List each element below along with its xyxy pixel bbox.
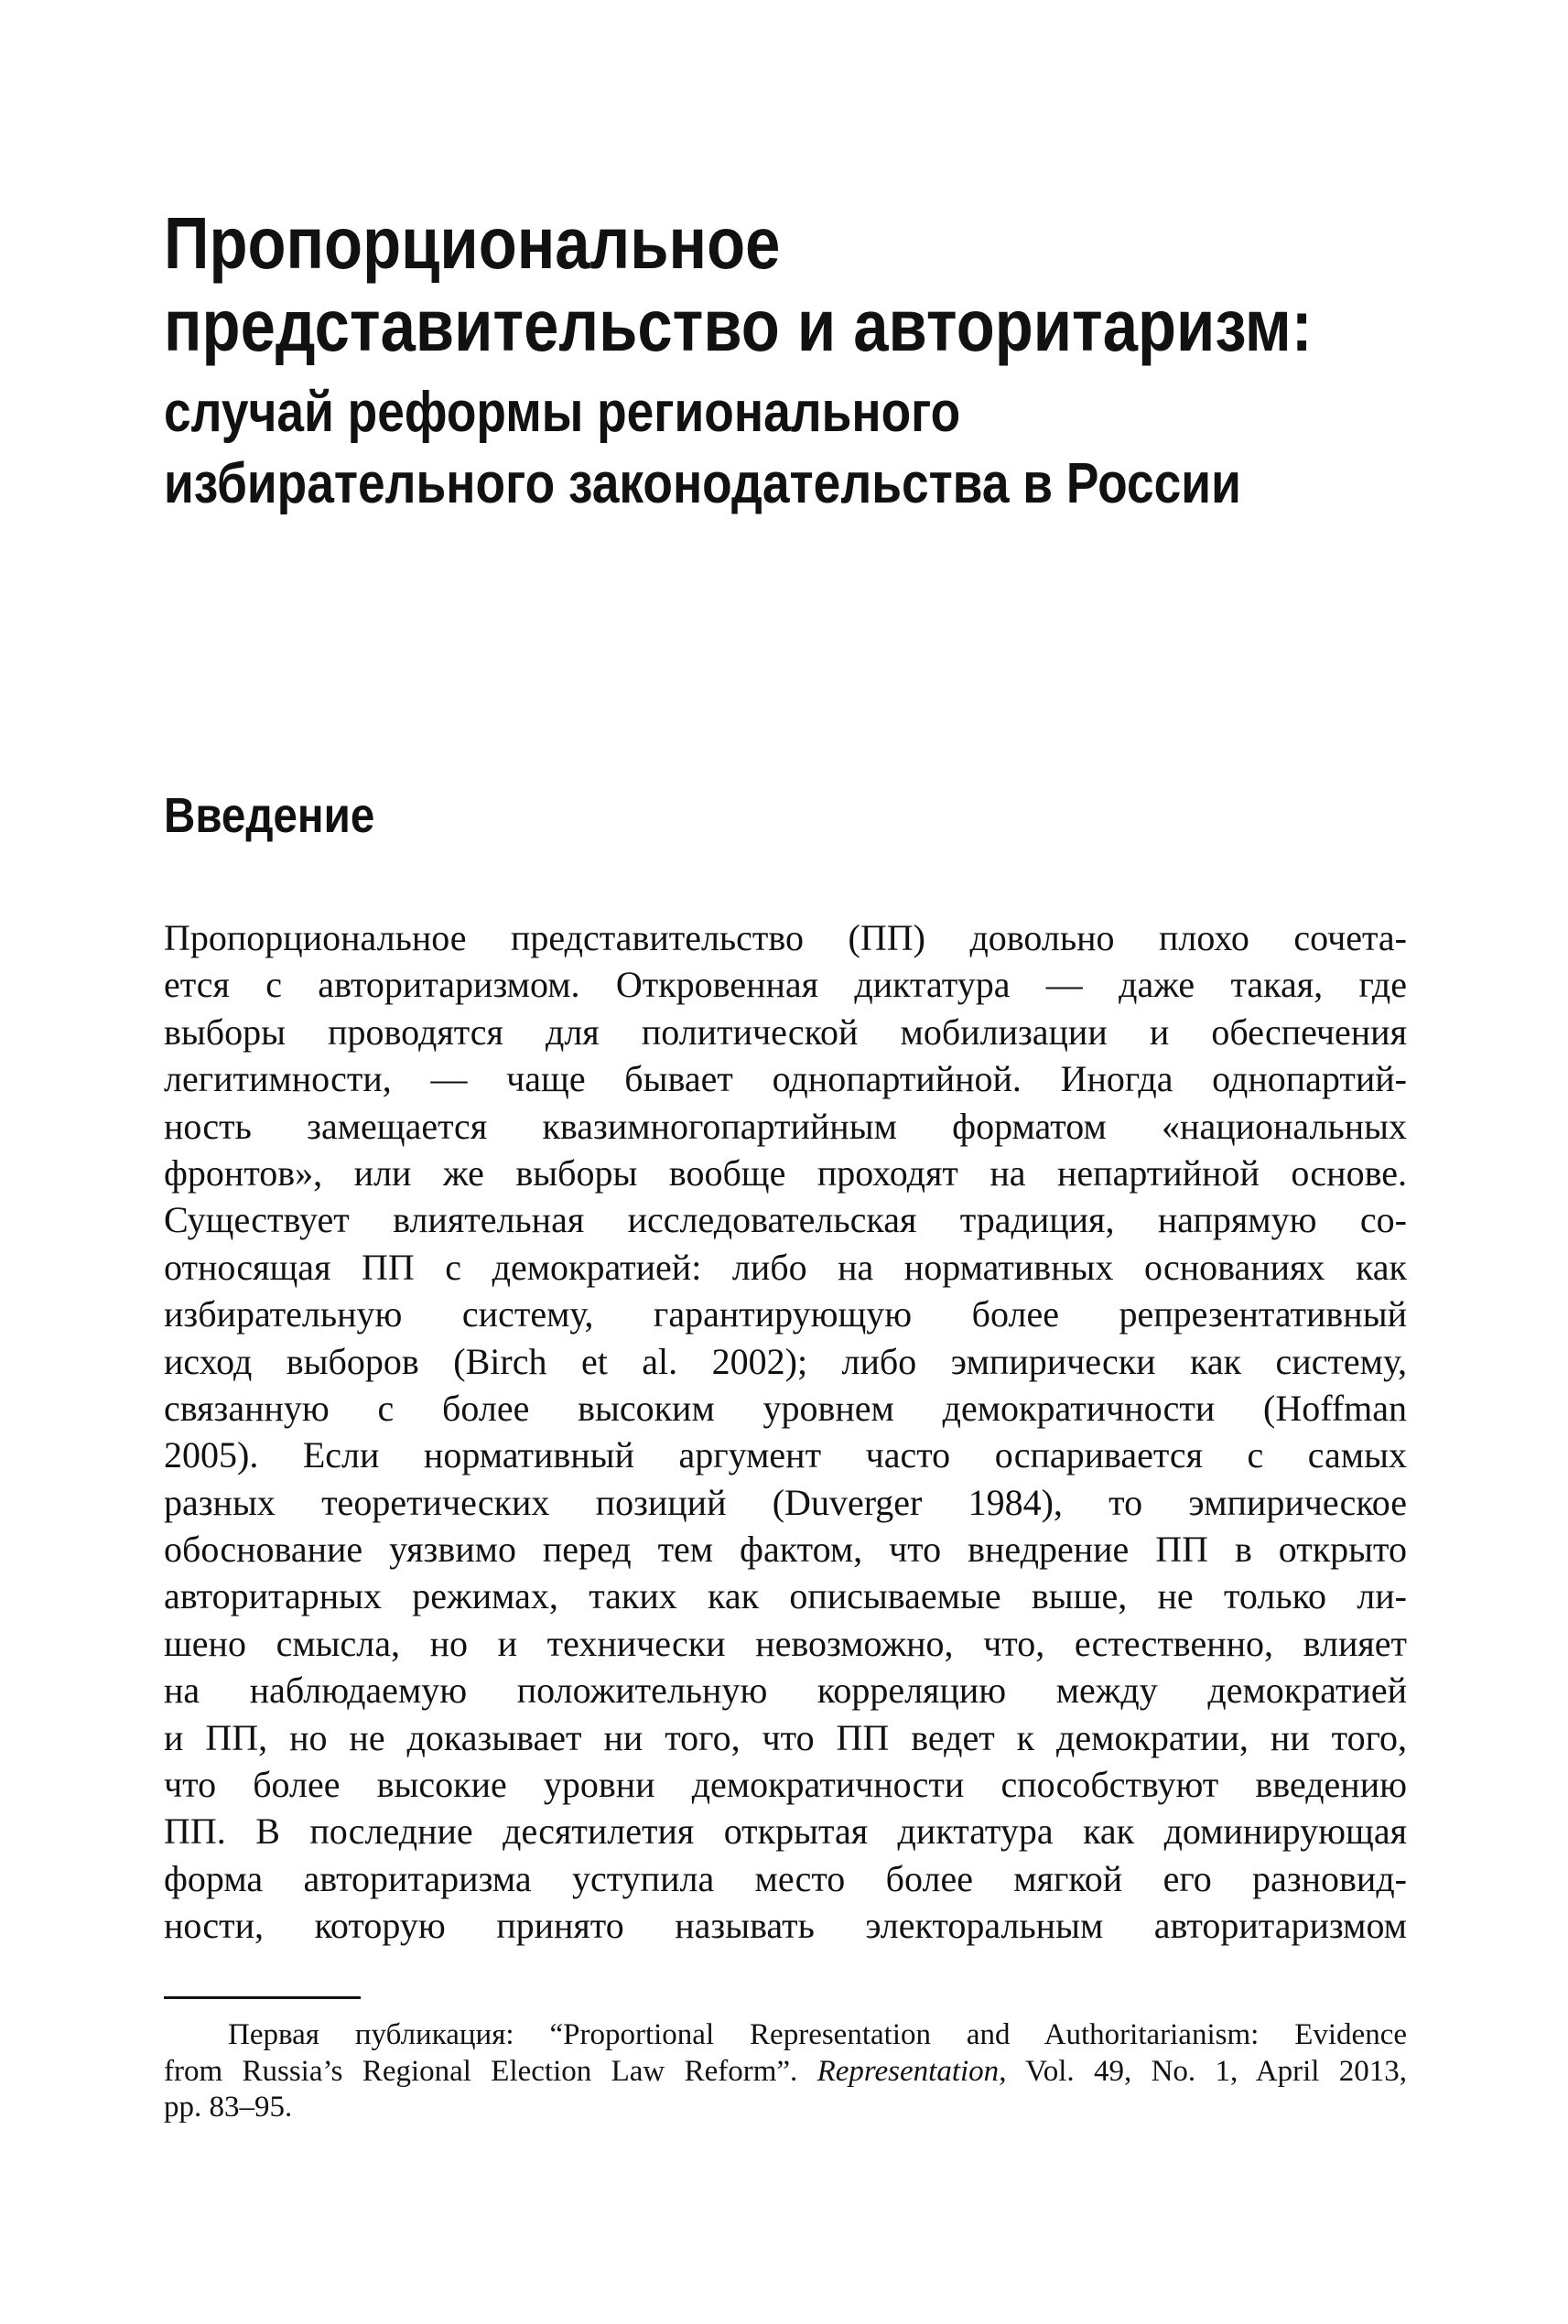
body-line: обоснование уязвимо перед тем фактом, что внедрение ПП в открыто — [164, 1529, 1407, 1571]
body-line: шено смысла, но и технически невозможно, что, естественно, влияет — [164, 1622, 1407, 1664]
body-line: ность замещается квазимногопартийным форматом «национальных — [164, 1105, 1407, 1147]
body-line: форма авторитаризма уступила место более мягкой его разновид- — [164, 1857, 1407, 1899]
body-line: что более высокие уровни демократичности способствуют введению — [164, 1764, 1407, 1806]
section-heading-text: Введение — [164, 788, 375, 843]
body-line: относящая ПП с демократией: либо на нормативных основаниях как — [164, 1246, 1407, 1288]
body-line: легитимности, — чаще бывает однопартийной. Иногда однопартий- — [164, 1058, 1407, 1100]
body-line: и ПП, но не доказывает ни того, что ПП ведет к демократии, ни того, — [164, 1716, 1407, 1758]
chapter-subtitle — [164, 377, 1407, 520]
body-line: Пропорциональное представительство (ПП) довольно плохо сочета- — [164, 917, 1407, 958]
body-line: ности, которую принято называть электоральным авторитаризмом — [164, 1905, 1407, 1947]
body-line: связанную с более высоким уровнем демократичности (Hoffman — [164, 1387, 1407, 1429]
journal-name: Representation — [816, 2054, 1000, 2088]
section-heading — [164, 788, 1407, 843]
body-line: на наблюдаемую положительную корреляцию между демократией — [164, 1670, 1407, 1712]
body-line: разных теоретических позиций (Duverger 1984), то эмпирическое — [164, 1481, 1407, 1523]
chapter-title-line: Пропорциональное — [164, 202, 781, 284]
footnote — [164, 2017, 1407, 2126]
chapter-subtitle-line: избирательного законодательства в России — [164, 452, 1241, 515]
chapter-subtitle-line: случай реформы регионального — [164, 381, 961, 444]
body-paragraph — [164, 914, 1407, 1950]
footnote-text: from Russia’s Regional Election Law Reform”. — [164, 2054, 817, 2088]
body-line: 2005). Если нормативный аргумент часто оспаривается с самых — [164, 1434, 1407, 1476]
chapter-title-line: представительство и авторитаризм: — [164, 285, 1313, 366]
footnote-divider — [164, 1996, 361, 1999]
footnote-text: , Vol. 49, No. 1, April 2013, — [999, 2054, 1407, 2088]
footnote-line — [164, 2054, 1407, 2091]
chapter-title — [164, 202, 1407, 367]
body-line: ется с авторитаризмом. Откровенная диктатура — даже такая, где — [164, 964, 1407, 1006]
body-line: избирательную систему, гарантирующую более репрезентативный — [164, 1293, 1407, 1335]
body-line: Существует влиятельная исследовательская традиция, напрямую со- — [164, 1199, 1407, 1241]
body-line: авторитарных режимах, таких как описываемые выше, не только ли- — [164, 1575, 1407, 1617]
body-line: ПП. В последние десятилетия открытая диктатура как доминирующая — [164, 1811, 1407, 1853]
footnote-line: pp. 83–95. — [164, 2091, 293, 2124]
body-line: фронтов», или же выборы вообще проходят на непартийной основе. — [164, 1151, 1407, 1194]
footnote-line: Первая публикация: “Proportional Representation and Authoritarianism: Evidence — [228, 2018, 1407, 2051]
body-line: выборы проводятся для политической мобилизации и обеспечения — [164, 1011, 1407, 1053]
body-line: исход выборов (Birch et al. 2002); либо эмпирически как систему, — [164, 1340, 1407, 1382]
